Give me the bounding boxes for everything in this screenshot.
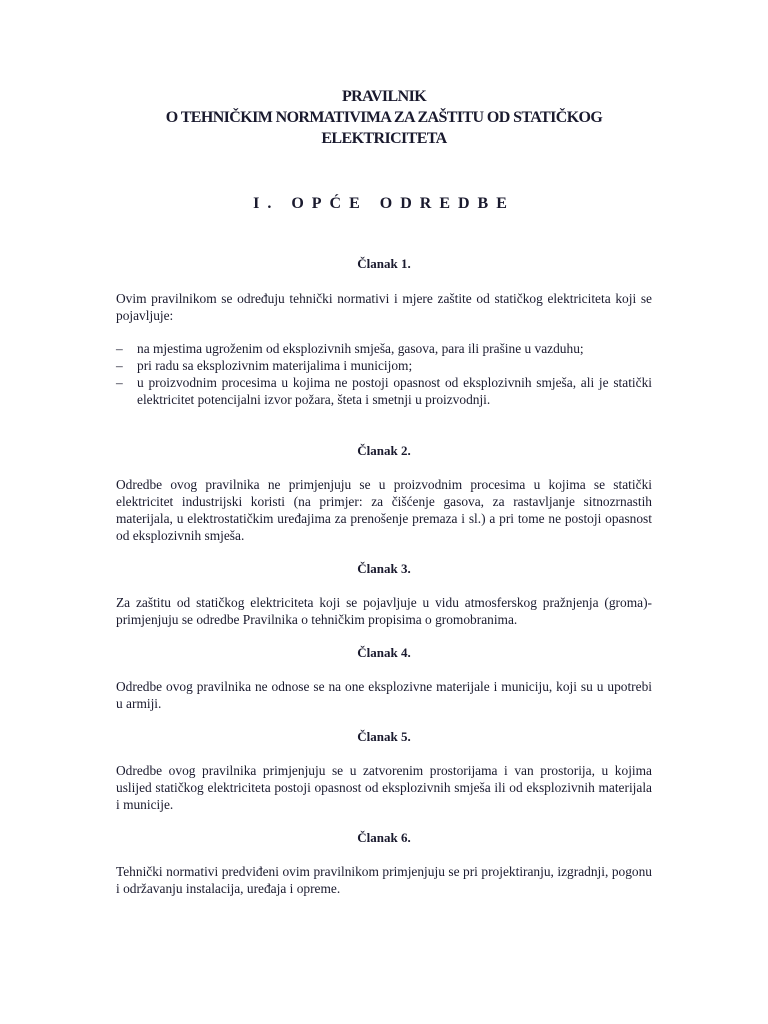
article-heading: Članak 3.	[357, 561, 411, 576]
list-item-text: u proizvodnim procesima u kojima ne postoji opasnost od eksplozivnih smješa, ali je statički elektricitet potencijalni izvor požara, šteta i smetnji u proizvodnji.	[137, 375, 652, 407]
document-title	[0, 86, 768, 149]
list-item-text: na mjestima ugroženim od eksplozivnih smješa, gasova, para ili prašine u vazduhu;	[137, 341, 584, 356]
article-paragraph: Odredbe ovog pravilnika ne odnose se na one eksplozivne materijale i municiju, koji su u upotrebi u armiji.	[116, 679, 652, 711]
list-item	[116, 357, 652, 374]
article-paragraph: Ovim pravilnikom se određuju tehnički normativi i mjere zaštite od statičkog elektriciteta koji se pojavljuje:	[116, 291, 652, 323]
article-heading: Članak 5.	[357, 729, 411, 744]
list-item-text: pri radu sa eksplozivnim materijalima i municijom;	[137, 358, 413, 373]
bullet-list	[116, 340, 652, 408]
article-heading: Članak 4.	[357, 645, 411, 660]
title-line: ELEKTRICITETA	[321, 130, 447, 147]
title-line: O TEHNIČKIM NORMATIVIMA ZA ZAŠTITU OD STATIČKOG	[165, 109, 603, 126]
article-paragraph: Tehnički normativi predviđeni ovim pravilnikom primjenjuju se pri projektiranju, izgradnji, pogonu i održavanju instalacija, uređaja i opreme.	[116, 864, 652, 896]
bullet-dash: –	[116, 341, 123, 356]
title-line: PRAVILNIK	[341, 88, 427, 105]
article-paragraph: Odredbe ovog pravilnika primjenjuju se u zatvorenim prostorijama i van prostorija, u kojima uslijed statičkog elektriciteta postoji opasnost od eksplozivnih smješa ili od eksplozivnih materijala i municije.	[116, 763, 652, 812]
bullet-dash: –	[116, 375, 123, 390]
article-heading: Članak 2.	[357, 443, 411, 458]
list-item	[116, 340, 652, 357]
bullet-dash: –	[116, 358, 123, 373]
article-heading: Članak 1.	[357, 256, 411, 271]
section-heading: I. OPĆE ODREDBE	[253, 195, 515, 212]
article-paragraph: Za zaštitu od statičkog elektriciteta koji se pojavljuje u vidu atmosferskog pražnjenja (groma)-primjenjuju se odredbe Pravilnika o tehničkim propisima o gromobranima.	[116, 595, 652, 627]
article-heading: Članak 6.	[357, 830, 411, 845]
article-paragraph: Odredbe ovog pravilnika ne primjenjuju se u proizvodnim procesima u kojima se statički elektricitet industrijski koristi (na primjer: za čišćenje gasova, za rastavljanje sitnozrnastih materijala, u elektrostatičkim uređajima za prenošenje premaza i sl.) a pri tome ne postoji opasnost od eksplozivnih smješa.	[116, 477, 652, 543]
list-item	[116, 374, 652, 408]
